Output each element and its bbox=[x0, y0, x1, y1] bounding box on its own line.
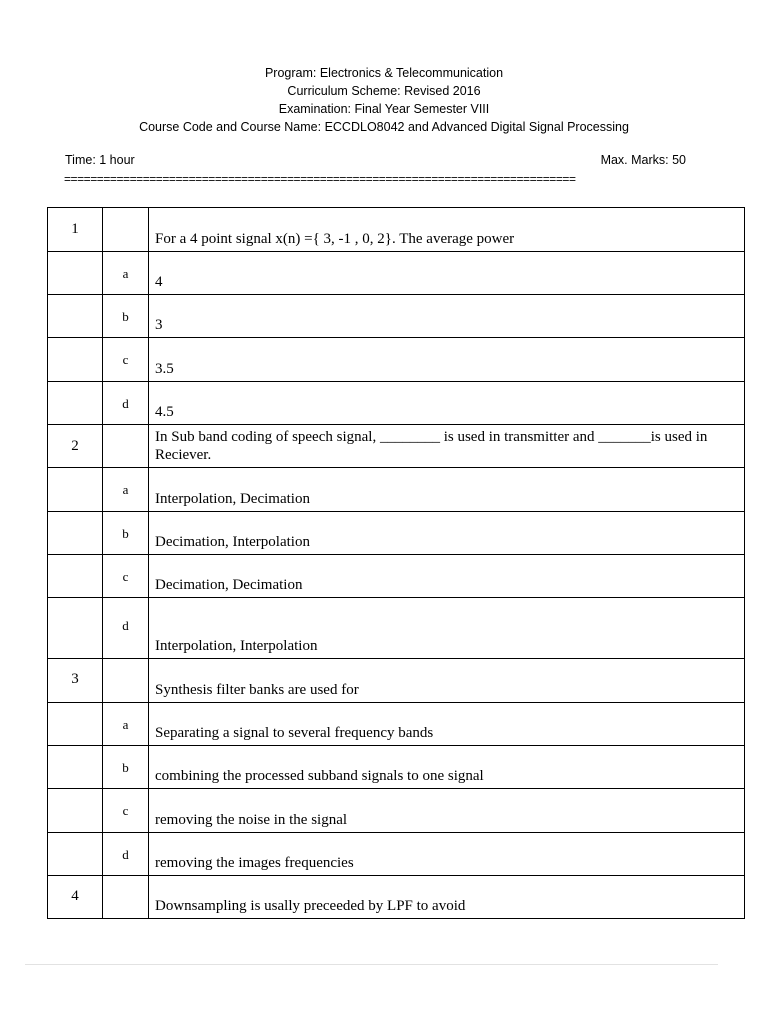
question-number: 2 bbox=[71, 438, 79, 454]
option-label: b bbox=[122, 526, 129, 541]
question-text: Downsampling is usally preceeded by LPF to avoid bbox=[155, 898, 466, 914]
question-number: 3 bbox=[71, 671, 79, 687]
option-row bbox=[48, 295, 745, 338]
option-text: 3.5 bbox=[155, 361, 174, 377]
option-row bbox=[48, 252, 745, 295]
option-label: b bbox=[122, 309, 129, 324]
option-text: Decimation, Interpolation bbox=[155, 534, 310, 550]
option-row bbox=[48, 512, 745, 555]
option-row bbox=[48, 598, 745, 659]
option-text: removing the images frequencies bbox=[155, 855, 354, 871]
question-text: Synthesis filter banks are used for bbox=[155, 682, 359, 698]
exam-header bbox=[0, 64, 768, 136]
option-row bbox=[48, 468, 745, 512]
option-label: c bbox=[122, 803, 129, 818]
program-line: Program: Electronics & Telecommunication bbox=[264, 66, 504, 80]
option-row bbox=[48, 338, 745, 382]
question-text-cell bbox=[149, 208, 745, 252]
option-row bbox=[48, 746, 745, 789]
question-row bbox=[48, 208, 745, 252]
option-label: a bbox=[122, 482, 129, 497]
option-row bbox=[48, 789, 745, 833]
option-label: d bbox=[122, 396, 129, 411]
examination-line: Examination: Final Year Semester VIII bbox=[278, 102, 490, 116]
option-text: Separating a signal to several frequency bands bbox=[155, 725, 434, 741]
option-label: d bbox=[122, 847, 129, 862]
question-text: In Sub band coding of speech signal, ________ is used in transmitter and _______is used in Reciever. bbox=[155, 429, 708, 463]
option-text: 3 bbox=[155, 317, 163, 333]
option-label: b bbox=[122, 760, 129, 775]
option-row bbox=[48, 382, 745, 425]
course-line: Course Code and Course Name: ECCDLO8042 and Advanced Digital Signal Processing bbox=[139, 120, 629, 134]
option-text: removing the noise in the signal bbox=[155, 812, 348, 828]
time-label: Time: 1 hour bbox=[65, 153, 135, 167]
option-label: a bbox=[122, 717, 129, 732]
option-row bbox=[48, 833, 745, 876]
option-text: 4.5 bbox=[155, 404, 174, 420]
option-row bbox=[48, 703, 745, 746]
option-label: d bbox=[122, 618, 129, 633]
question-number: 1 bbox=[71, 221, 79, 237]
question-row bbox=[48, 659, 745, 703]
option-row bbox=[48, 555, 745, 598]
option-label-cell bbox=[103, 208, 149, 252]
question-row bbox=[48, 876, 745, 919]
max-marks-label: Max. Marks: 50 bbox=[600, 153, 686, 167]
option-label: a bbox=[122, 266, 129, 281]
option-label: c bbox=[122, 569, 129, 584]
separator-line: ============================================================================== bbox=[64, 172, 576, 186]
option-text: Decimation, Decimation bbox=[155, 577, 303, 593]
option-text: 4 bbox=[155, 274, 163, 290]
question-table bbox=[47, 207, 745, 919]
option-text: combining the processed subband signals to one signal bbox=[155, 768, 484, 784]
option-text: Interpolation, Interpolation bbox=[155, 638, 318, 654]
question-text: For a 4 point signal x(n) ={ 3, -1 , 0, 2}. The average power bbox=[155, 231, 515, 247]
scheme-line: Curriculum Scheme: Revised 2016 bbox=[287, 84, 481, 98]
option-label: c bbox=[122, 352, 129, 367]
question-row bbox=[48, 425, 745, 468]
page-bottom-divider bbox=[25, 964, 718, 965]
question-number-cell bbox=[48, 208, 103, 252]
option-text: Interpolation, Decimation bbox=[155, 491, 310, 507]
question-number: 4 bbox=[71, 888, 79, 904]
